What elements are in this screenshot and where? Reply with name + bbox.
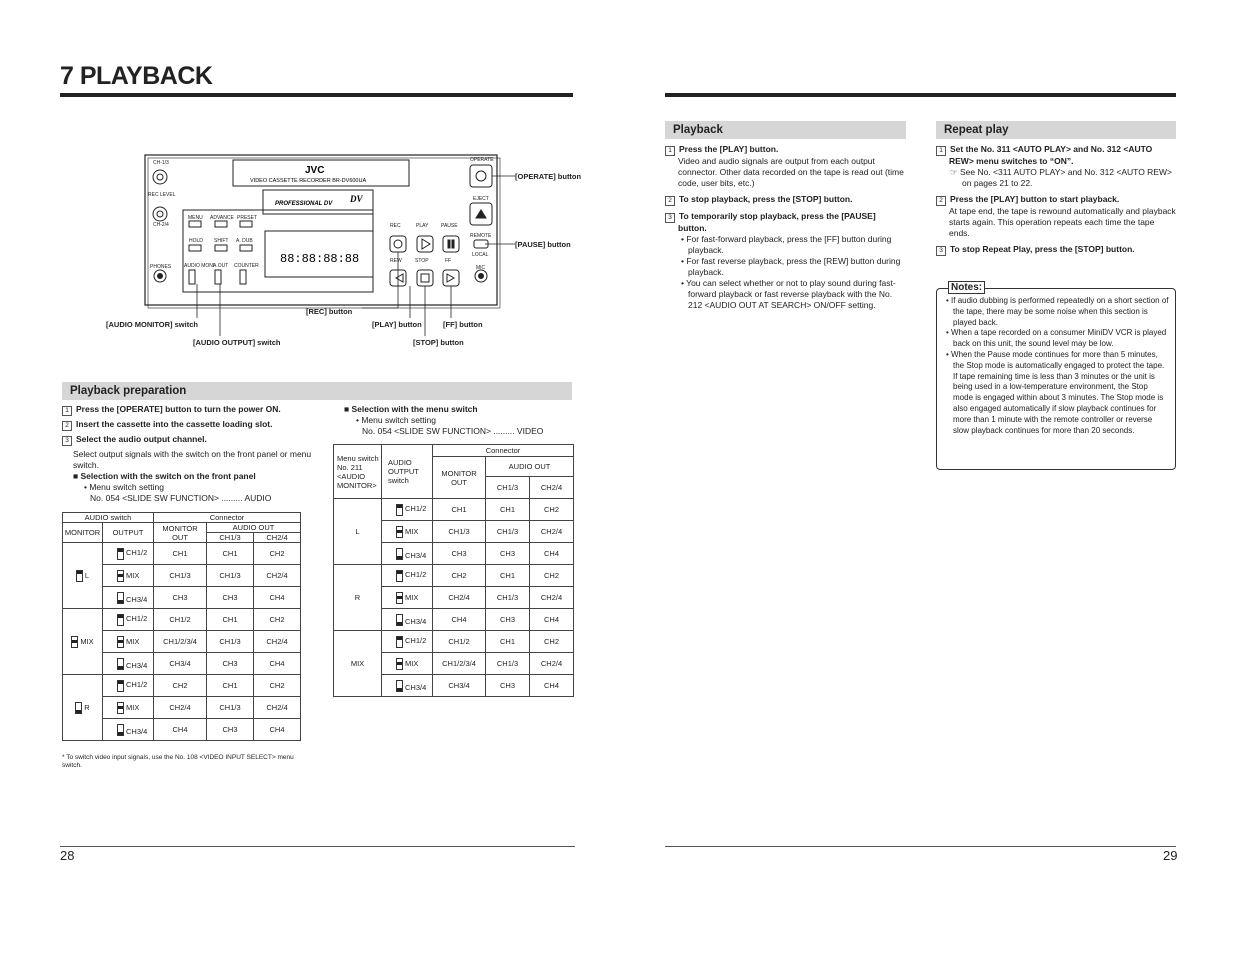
table-cell: CH3 — [486, 609, 530, 631]
transport-label: STOP — [415, 258, 429, 264]
output-cell — [103, 697, 154, 719]
output-label: CH3/4 — [126, 594, 148, 604]
callout-play: [PLAY] button — [372, 320, 422, 329]
output-cell — [382, 521, 433, 543]
footer-rule-right — [665, 846, 1176, 847]
panel-label: HOLD — [189, 238, 203, 244]
slide-switch-icon — [117, 570, 124, 582]
slide-switch-icon — [75, 702, 82, 714]
table-row — [63, 675, 301, 697]
output-cell — [103, 719, 154, 741]
menu-heading: ■ Selection with the menu switch — [344, 404, 478, 414]
output-label: MIX — [126, 570, 140, 580]
table-header: Connector — [433, 445, 574, 457]
table-header: MONITOR — [63, 523, 103, 543]
repeat-step-2: 2 Press the [PLAY] button to start playback. — [936, 194, 1176, 206]
monitor-cell — [334, 499, 382, 565]
page-number-left: 28 — [60, 848, 75, 863]
transport-label: REC — [390, 223, 401, 229]
table-header: CH1/3 — [207, 533, 254, 543]
table-cell: CH1/3 — [207, 565, 254, 587]
table-cell: CH3/4 — [433, 675, 486, 697]
table-cell: CH2/4 — [154, 697, 207, 719]
repeat-step-1-ref: ☞ See No. <311 AUTO PLAY> and No. 312 <AUTO REW> on pages 21 to 22. — [950, 167, 1172, 188]
output-label: CH3/4 — [126, 726, 148, 736]
table-header: Menu switch No. 211 <AUDIO MONITOR> — [334, 445, 382, 499]
table-cell: CH3 — [207, 587, 254, 609]
title-rule-right — [665, 93, 1176, 97]
table-header: AUDIO OUTPUT switch — [382, 445, 433, 499]
table-cell: CH3 — [207, 653, 254, 675]
slide-switch-icon — [117, 548, 124, 560]
table-cell: CH2 — [254, 543, 301, 565]
slide-switch-icon — [117, 724, 124, 736]
table-cell: CH1/2 — [433, 631, 486, 653]
table-header: OUTPUT — [103, 523, 154, 543]
monitor-label: MIX — [350, 659, 365, 668]
table-header: Connector — [154, 513, 301, 523]
slide-switch-icon — [396, 658, 403, 670]
monitor-cell — [334, 565, 382, 631]
table-row — [334, 631, 574, 653]
panel-label: PRESET — [237, 215, 258, 221]
slide-switch-icon — [396, 570, 403, 582]
repeat-step-1: 1 Set the No. 311 <AUTO PLAY> and No. 312 <AUTO REW> menu switches to “ON”. — [936, 144, 1176, 167]
table-cell: CH1/3 — [486, 587, 530, 609]
table-cell: CH2/4 — [254, 565, 301, 587]
table-row — [63, 609, 301, 631]
table-cell: CH1 — [207, 675, 254, 697]
right-label: EJECT — [473, 196, 489, 202]
transport-label: FF — [445, 258, 452, 264]
output-cell — [103, 543, 154, 565]
table-header: CH2/4 — [254, 533, 301, 543]
output-label: CH1/2 — [405, 503, 427, 513]
table-cell: CH3 — [486, 543, 530, 565]
table-cell: CH1/3 — [207, 697, 254, 719]
output-label: CH3/4 — [405, 682, 427, 692]
output-label: MIX — [405, 658, 419, 668]
front-panel-sub1: • Menu switch setting — [84, 482, 164, 492]
monitor-label: L — [355, 527, 360, 536]
knob-label: CH-2/4 — [153, 222, 169, 228]
table-header: MONITOR OUT — [433, 457, 486, 499]
slide-switch-icon — [396, 680, 403, 692]
table-cell: CH2/4 — [254, 631, 301, 653]
panel-label: ADVANCE — [210, 215, 234, 221]
notes-list — [943, 296, 1169, 436]
page-number-right: 29 — [1163, 848, 1178, 863]
menu-switch-table — [333, 444, 574, 697]
slide-switch-icon — [396, 548, 403, 560]
callout-operate: [OPERATE] button — [515, 172, 582, 181]
table-cell: CH2/4 — [254, 697, 301, 719]
output-cell — [382, 653, 433, 675]
table-cell: CH2/4 — [433, 587, 486, 609]
playback-step-3: 3 To temporarily stop playback, press the [PAUSE] button. — [665, 211, 905, 234]
table-cell: CH2 — [530, 565, 574, 587]
repeat-step-3: 3 To stop Repeat Play, press the [STOP] button. — [936, 244, 1176, 256]
slide-switch-icon — [396, 592, 403, 604]
playback-step-1-body: Video and audio signals are output from each output connector. Other data recorded on the tape is read out (time code, user bits, etc.) — [678, 156, 904, 188]
knob-label: PHONES — [150, 264, 172, 270]
output-label: CH1/2 — [405, 635, 427, 645]
slide-switch-icon — [396, 614, 403, 626]
slide-switch-icon — [396, 636, 403, 648]
title-rule — [60, 93, 573, 97]
slide-switch-icon — [117, 680, 124, 692]
slide-switch-icon — [117, 636, 124, 648]
panel-label: A.OUT — [213, 263, 229, 269]
section-heading: Playback preparation — [62, 382, 572, 400]
table-cell: CH1 — [207, 543, 254, 565]
playback-bullet: • For fast reverse playback, press the [REW] button during playback. — [681, 256, 901, 277]
output-cell — [382, 543, 433, 565]
slide-switch-icon — [117, 592, 124, 604]
callout-audio-output: [AUDIO OUTPUT] switch — [193, 338, 281, 347]
output-label: CH1/2 — [126, 613, 148, 623]
table-cell: CH1/3 — [207, 631, 254, 653]
table-row — [334, 565, 574, 587]
table-header: MONITOR OUT — [154, 523, 207, 543]
playback-step-2: 2 To stop playback, press the [STOP] button. — [665, 194, 905, 206]
table-cell: CH4 — [530, 675, 574, 697]
menu-sub1: • Menu switch setting — [356, 415, 436, 425]
table-cell: CH1/3 — [154, 565, 207, 587]
table-cell: CH1/3 — [433, 521, 486, 543]
table-cell: CH4 — [433, 609, 486, 631]
table-cell: CH2 — [254, 675, 301, 697]
table-cell: CH2/4 — [530, 521, 574, 543]
slide-switch-icon — [117, 658, 124, 670]
table-cell: CH1 — [486, 631, 530, 653]
output-cell — [382, 499, 433, 521]
transport-label: REW — [390, 258, 402, 264]
chapter-title: 7 PLAYBACK — [60, 62, 213, 90]
output-cell — [103, 675, 154, 697]
output-label: CH3/4 — [126, 660, 148, 670]
callout-audio-monitor: [AUDIO MONITOR] switch — [106, 320, 198, 329]
table-header: CH1/3 — [486, 477, 530, 499]
playback-bullet: • You can select whether or not to play sound during fast-forward playback or fast reverse playback with the No. 212 <AUDIO OUT AT SEARCH> ON/OFF setting. — [681, 278, 896, 310]
panel-label: AUDIO MONI — [184, 263, 215, 269]
callout-ff: [FF] button — [443, 320, 483, 329]
table-cell: CH1/3 — [486, 521, 530, 543]
monitor-label: R — [354, 593, 361, 602]
table-cell: CH4 — [530, 543, 574, 565]
monitor-cell — [334, 631, 382, 697]
monitor-label: MIX — [80, 636, 94, 646]
panel-label: MENU — [188, 215, 203, 221]
step-3-body: Select output signals with the switch on the front panel or menu switch. — [73, 449, 312, 470]
table-cell: CH2 — [433, 565, 486, 587]
output-label: CH1/2 — [405, 569, 427, 579]
output-label: MIX — [405, 526, 419, 536]
right-label: OPERATE — [470, 157, 494, 163]
output-cell — [103, 631, 154, 653]
table-cell: CH1/2 — [154, 609, 207, 631]
table-cell: CH4 — [530, 609, 574, 631]
table-cell: CH2/4 — [530, 653, 574, 675]
table-cell: CH1 — [207, 609, 254, 631]
playback-steps — [665, 144, 905, 311]
minidv-logo: DV — [350, 194, 363, 204]
table-cell: CH3 — [154, 587, 207, 609]
monitor-label: L — [84, 570, 90, 580]
table-header: AUDIO switch — [63, 513, 154, 523]
step-1: 1 Press the [OPERATE] button to turn the power ON. — [62, 404, 322, 416]
table-cell: CH3 — [207, 719, 254, 741]
slide-switch-icon — [117, 614, 124, 626]
slide-switch-icon — [396, 504, 403, 516]
output-cell — [103, 565, 154, 587]
table-cell: CH2 — [530, 499, 574, 521]
output-label: MIX — [405, 592, 419, 602]
table-cell: CH3/4 — [154, 653, 207, 675]
table-header: AUDIO OUT — [486, 457, 574, 477]
table-row — [63, 543, 301, 565]
display-digits: 88:88:88:88 — [280, 252, 360, 266]
output-label: CH1/2 — [126, 547, 148, 557]
note-item: • When the Pause mode continues for more than 5 minutes, the Stop mode is automatically engaged to protect the tape. If tape remaining time is less than 3 minutes or the unit is being used in a low-temperature environment, the Stop mode is engaged within about 3 minutes. The Stop mode is also engaged automatically if slow playback continues for more than 1 minute with the remote controller or reverse slow playback continues for more than 20 seconds. — [946, 349, 1165, 435]
table-cell: CH4 — [254, 587, 301, 609]
menu-switch-block — [344, 404, 574, 437]
output-label: CH3/4 — [405, 550, 427, 560]
table-header: AUDIO OUT — [207, 523, 301, 533]
monitor-cell — [63, 609, 103, 675]
section-heading: Repeat play — [936, 121, 1176, 139]
monitor-cell — [63, 543, 103, 609]
slide-switch-icon — [117, 702, 124, 714]
output-label: MIX — [126, 702, 140, 712]
audio-switch-table — [62, 512, 301, 741]
slide-switch-icon — [76, 570, 83, 582]
model-text: VIDEO CASSETTE RECORDER BR-DV600UA — [250, 178, 367, 184]
panel-label: SHIFT — [214, 238, 229, 244]
right-label: REMOTE — [470, 233, 492, 239]
repeat-steps — [936, 144, 1176, 256]
brand-logo: JVC — [305, 165, 325, 176]
right-label: LOCAL — [472, 252, 489, 258]
section-heading: Playback — [665, 121, 906, 139]
output-cell — [382, 587, 433, 609]
transport-label: PLAY — [416, 223, 429, 229]
table-cell: CH1/3 — [486, 653, 530, 675]
step-3: 3 Select the audio output channel. — [62, 434, 322, 446]
footer-rule — [60, 846, 575, 847]
panel-label: A. DUB — [236, 238, 253, 244]
table-cell: CH1/2/3/4 — [154, 631, 207, 653]
front-panel-heading: ■ Selection with the switch on the front panel — [73, 471, 256, 481]
table-cell: CH3 — [433, 543, 486, 565]
professional-dv-logo: PROFESSIONAL DV — [275, 201, 333, 207]
output-label: MIX — [126, 636, 140, 646]
slide-switch-icon — [71, 636, 78, 648]
table-cell: CH1 — [154, 543, 207, 565]
table-cell: CH2 — [254, 609, 301, 631]
repeat-step-2-body: At tape end, the tape is rewound automatically and playback starts again. This operation repeats each time the tape ends. — [949, 206, 1176, 238]
knob-label: REC LEVEL — [148, 192, 176, 198]
output-label: CH3/4 — [405, 616, 427, 626]
output-cell — [382, 565, 433, 587]
table-cell: CH4 — [154, 719, 207, 741]
table-cell: CH2/4 — [530, 587, 574, 609]
callout-pause: [PAUSE] button — [515, 240, 571, 249]
output-cell — [103, 609, 154, 631]
table-cell: CH4 — [254, 653, 301, 675]
table-header: CH2/4 — [530, 477, 574, 499]
callout-rec: [REC] button — [306, 307, 353, 316]
playback-bullet: • For fast-forward playback, press the [FF] button during playback. — [681, 234, 892, 255]
table-row — [334, 499, 574, 521]
table-cell: CH1 — [486, 499, 530, 521]
prep-steps — [62, 404, 322, 504]
right-label: MIC — [476, 265, 486, 271]
callout-stop: [STOP] button — [413, 338, 464, 347]
table-cell: CH1 — [486, 565, 530, 587]
table-cell: CH1 — [433, 499, 486, 521]
playback-step-1: 1 Press the [PLAY] button. — [665, 144, 905, 156]
knob-label: CH-1/3 — [153, 160, 169, 166]
output-cell — [382, 631, 433, 653]
table-cell: CH2 — [154, 675, 207, 697]
output-label: CH1/2 — [126, 679, 148, 689]
monitor-label: R — [84, 702, 90, 712]
table-cell: CH4 — [254, 719, 301, 741]
output-cell — [103, 653, 154, 675]
notes-title: Notes: — [948, 281, 985, 294]
table-cell: CH3 — [486, 675, 530, 697]
output-cell — [382, 609, 433, 631]
table-cell: CH1/2/3/4 — [433, 653, 486, 675]
step-2: 2 Insert the cassette into the cassette loading slot. — [62, 419, 322, 431]
note-item: • If audio dubbing is performed repeatedly on a short section of the tape, there may be some noise when this section is played back. — [946, 296, 1169, 327]
panel-label: COUNTER — [234, 263, 259, 269]
footnote: * To switch video input signals, use the No. 108 <VIDEO INPUT SELECT> menu switch. — [62, 754, 294, 769]
front-panel-sub2: No. 054 <SLIDE SW FUNCTION> ......... AUDIO — [90, 493, 272, 503]
note-item: • When a tape recorded on a consumer MiniDV VCR is played back on this unit, the sound level may be low. — [946, 328, 1167, 349]
menu-sub2: No. 054 <SLIDE SW FUNCTION> ......... VIDEO — [362, 426, 544, 436]
output-cell — [103, 587, 154, 609]
monitor-cell — [63, 675, 103, 741]
output-cell — [382, 675, 433, 697]
table-cell: CH2 — [530, 631, 574, 653]
slide-switch-icon — [396, 526, 403, 538]
transport-label: PAUSE — [441, 223, 458, 229]
